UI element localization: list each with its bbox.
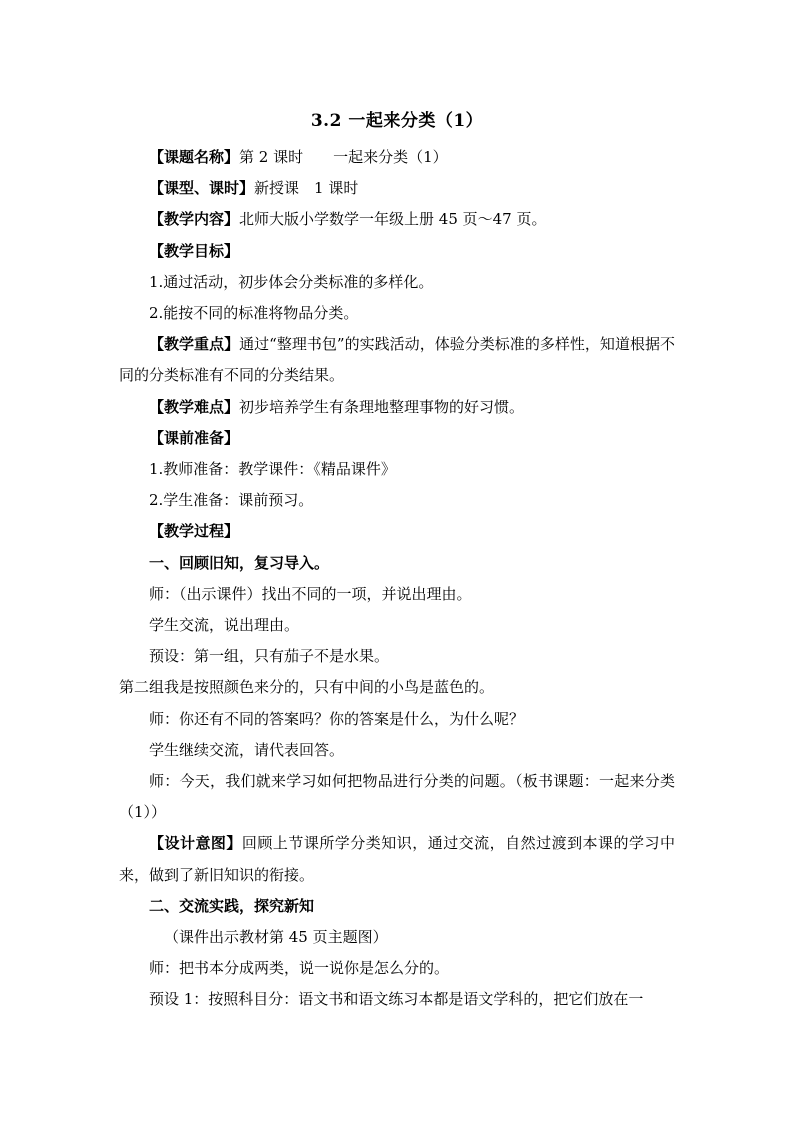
section-1-heading: 一、回顾旧知，复习导入。 (149, 553, 330, 572)
difficulty-line (119, 392, 675, 423)
type-value: 新授课 1 课时 (254, 179, 359, 198)
topic-value: 第 2 课时 一起来分类（1） (239, 148, 448, 166)
topic-label: 【课题名称】 (149, 148, 240, 166)
section-2-heading: 二、交流实践，探究新知 (149, 896, 315, 915)
section-1-paragraph-2: 学生交流，说出理由。 (149, 616, 300, 635)
section-1-paragraph-1: 师：（出示课件）找出不同的一项，并说出理由。 (149, 584, 472, 603)
key-label: 【教学重点】 (149, 335, 240, 354)
section-1-paragraph-7: 师：今天，我们就来学习如何把物品进行分类的问题。（板书课题：一起来分类（1）） (119, 772, 675, 822)
type-label: 【课型、课时】 (149, 179, 255, 198)
section-2-paragraph-1: （课件出示教材第 45 页主题图） (164, 928, 388, 947)
design-value: 回顾上节课所学分类知识，通过交流，自然过渡到本课的学习中来，做到了新旧知识的衔接。 (119, 834, 675, 884)
content-value: 北师大版小学数学一年级上册 45 页～47 页。 (239, 210, 547, 229)
key-point-paragraph (119, 329, 675, 391)
content-label: 【教学内容】 (149, 210, 240, 229)
document-title: 3.2 一起来分类（1） (310, 111, 484, 131)
prep-item-2: 2.学生准备：课前预习。 (149, 491, 314, 510)
design-label: 【设计意图】 (149, 834, 242, 853)
design-intent-paragraph (119, 828, 675, 890)
key-value: 通过“整理书包”的实践活动，体验分类标准的多样性，知道根据不同的分类标准有不同的分类结果。 (119, 335, 675, 385)
goal-item-1: 1.通过活动，初步体会分类标准的多样化。 (149, 272, 434, 291)
content-line (119, 204, 675, 235)
prep-item-1: 1.教师准备：教学课件：《精品课件》 (149, 460, 396, 479)
goals-heading: 【教学目标】 (149, 241, 240, 260)
section-1-paragraph-6: 学生继续交流，请代表回答。 (149, 740, 345, 759)
prep-heading: 【课前准备】 (149, 428, 240, 447)
section-1-paragraph-3: 预设：第一组，只有茄子不是水果。 (149, 647, 390, 666)
section-2-paragraph-3: 预设 1：按照科目分：语文书和语文练习本都是语文学科的，把它们放在一 (149, 990, 644, 1009)
topic-line (119, 142, 675, 173)
type-line (119, 173, 675, 204)
difficulty-label: 【教学难点】 (149, 397, 240, 416)
goal-item-2: 2.能按不同的标准将物品分类。 (149, 304, 359, 323)
document-body (119, 142, 675, 1016)
section-2-paragraph-2: 师：把书本分成两类，说一说你是怎么分的。 (149, 959, 450, 978)
difficulty-value: 初步培养学生有条理地整理事物的好习惯。 (239, 397, 525, 416)
process-heading: 【教学过程】 (149, 522, 240, 541)
section-1-paragraph-5: 师：你还有不同的答案吗？你的答案是什么，为什么呢？ (149, 709, 525, 728)
section-1-paragraph-4: 第二组我是按照颜色来分的，只有中间的小鸟是蓝色的。 (119, 678, 495, 697)
